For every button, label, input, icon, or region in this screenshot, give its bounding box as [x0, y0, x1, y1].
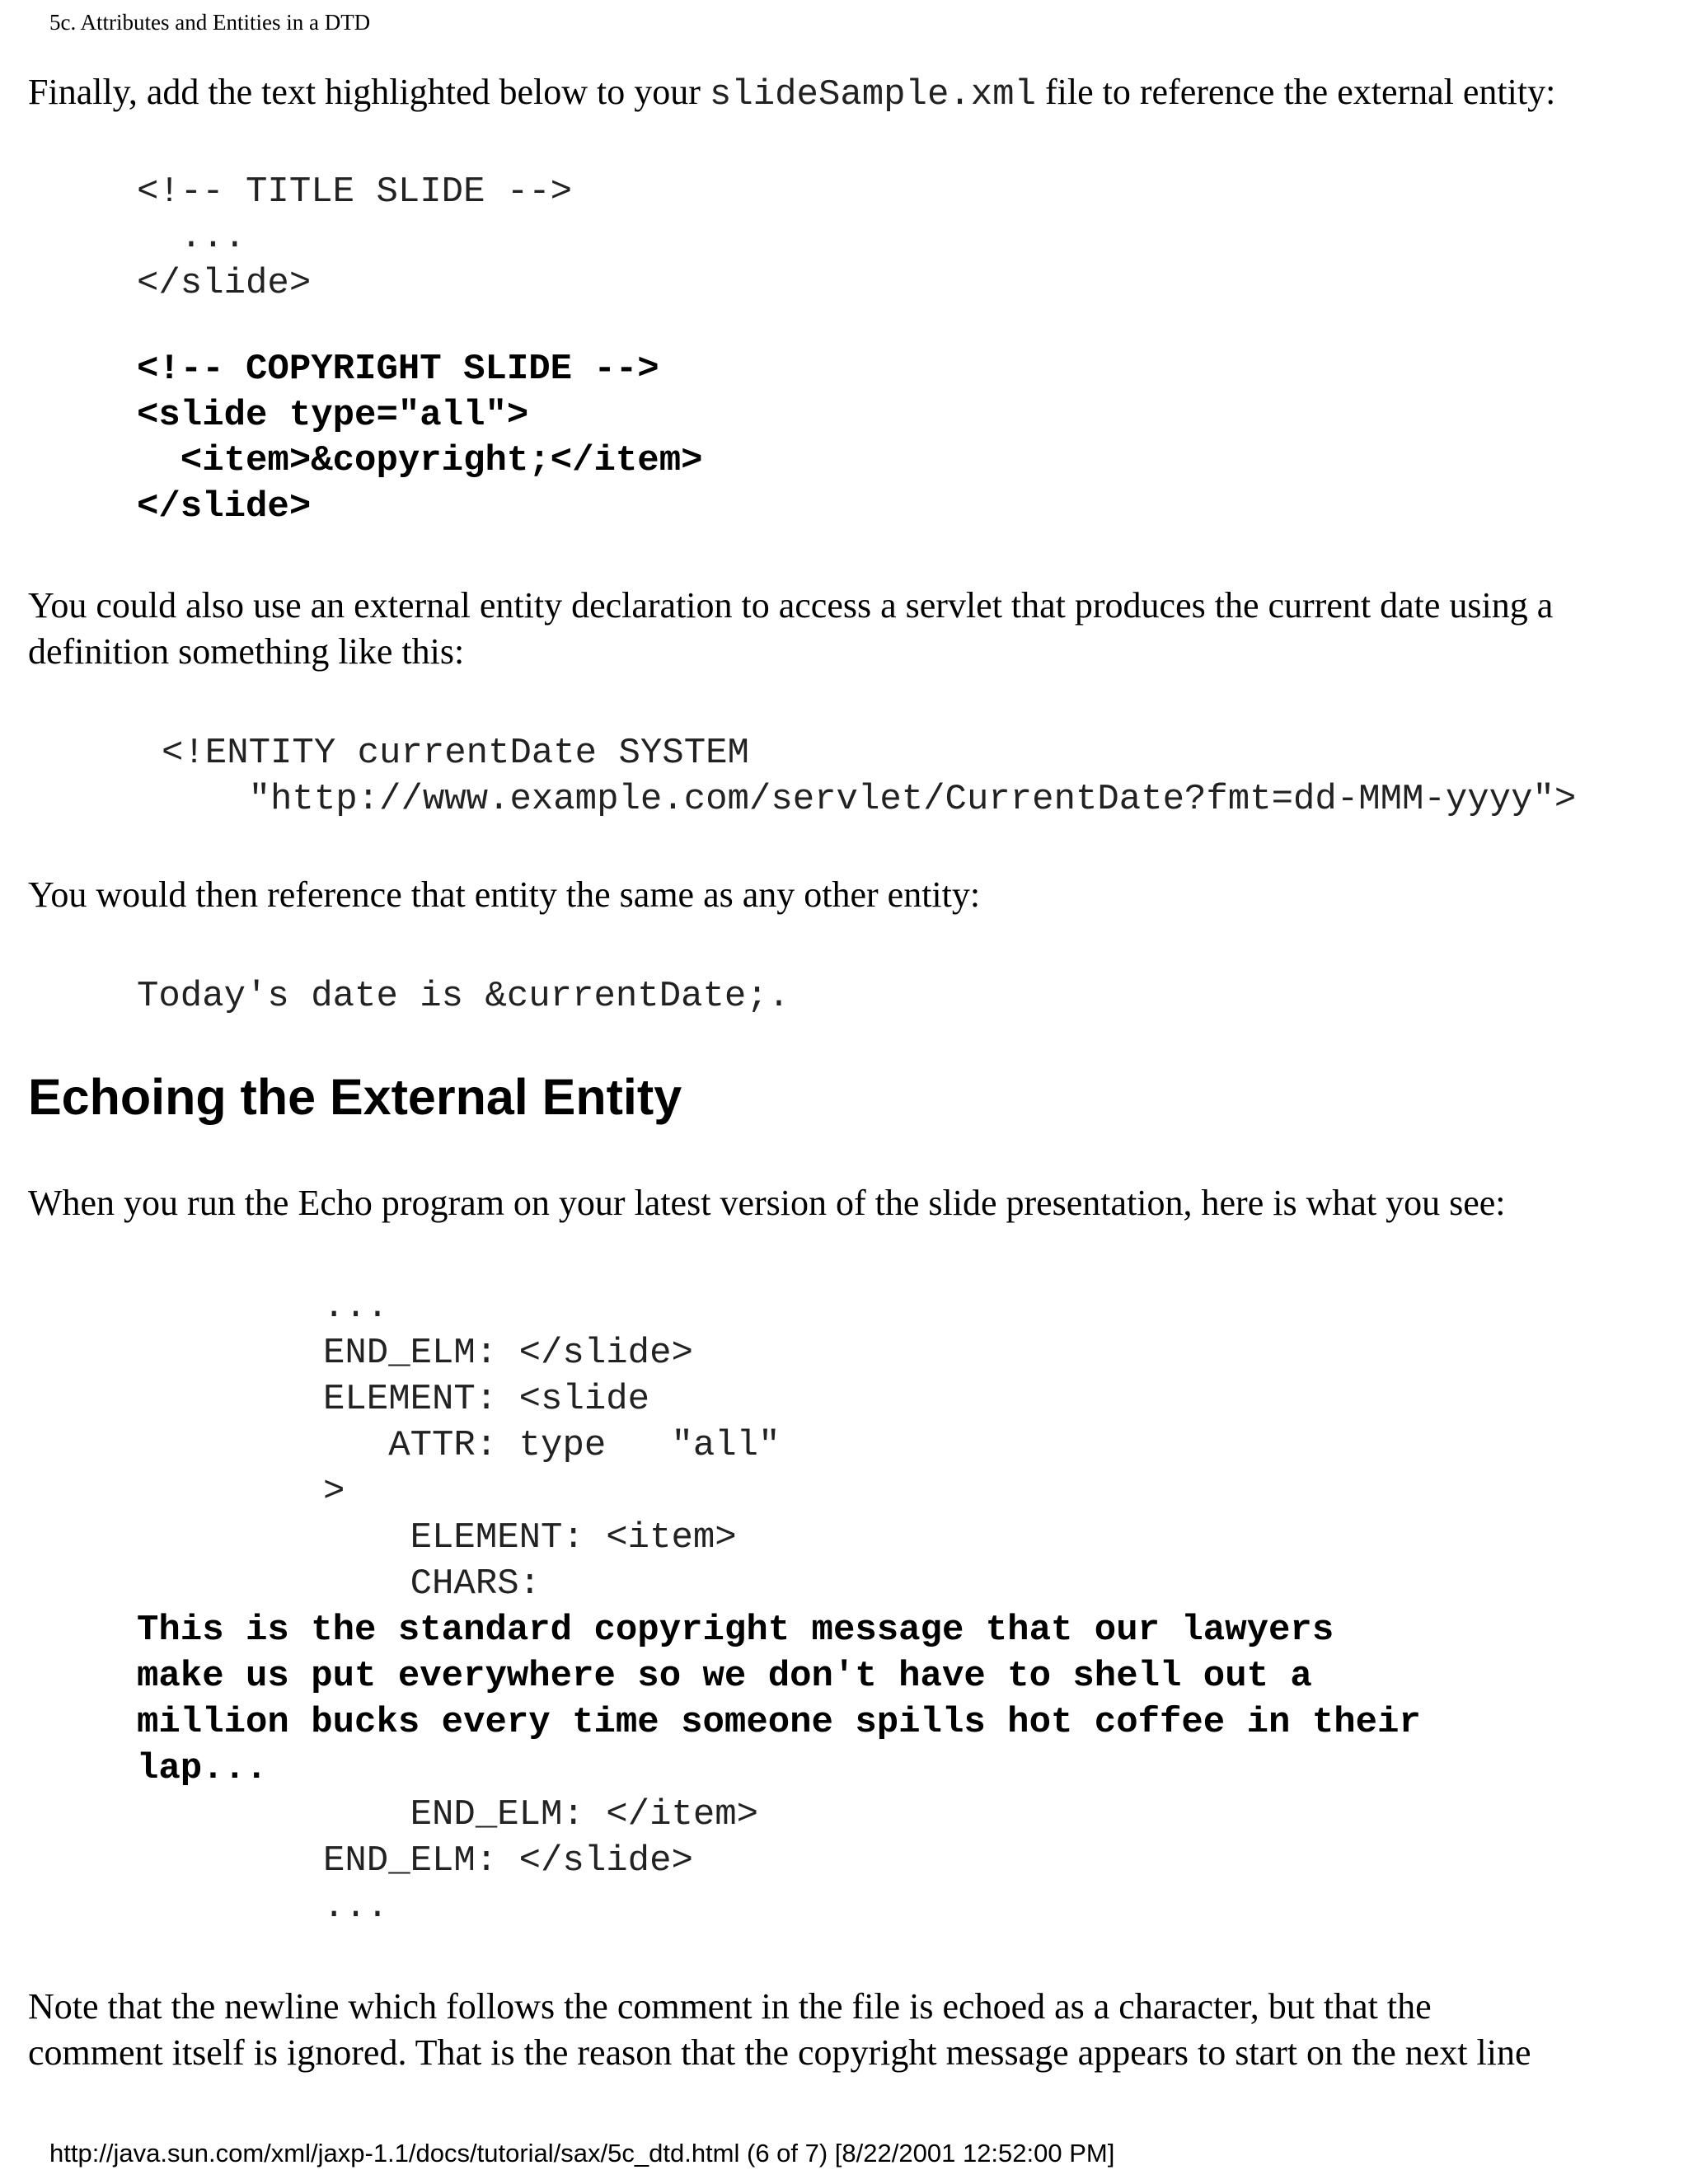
output-chars: CHARS:	[323, 1563, 542, 1605]
page-header-title: 5c. Attributes and Entities in a DTD	[49, 10, 371, 35]
code-entity-declaration: <!ENTITY currentDate SYSTEM	[162, 733, 749, 774]
paragraph-servlet-line2: definition something like this:	[28, 631, 465, 672]
code-slide-open: <slide type="all">	[137, 395, 529, 436]
output-copyright-line4: lap...	[137, 1748, 268, 1789]
output-copyright-line2: make us put everywhere so we don't have to shell out a	[137, 1656, 1312, 1697]
code-slide-close: </slide>	[137, 263, 312, 304]
intro-paragraph	[28, 69, 1555, 118]
paragraph-echo-program: When you run the Echo program on your latest version of the slide presentation, here is what you see:	[28, 1183, 1506, 1223]
code-title-slide-comment: <!-- TITLE SLIDE -->	[137, 171, 573, 213]
output-close-bracket: >	[323, 1471, 345, 1512]
code-item-copyright: <item>&copyright;</item>	[137, 440, 703, 481]
output-ellipsis-bottom: ...	[323, 1886, 389, 1928]
output-attr-type: ATTR: type "all"	[323, 1425, 781, 1466]
code-today-date: Today's date is &currentDate;.	[137, 976, 790, 1017]
paragraph-reference-entity: You would then reference that entity the same as any other entity:	[28, 874, 981, 915]
footer-url: http://java.sun.com/xml/jaxp-1.1/docs/tutorial/sax/5c_dtd.html (6 of 7) [8/22/2001 12:52:00 PM]	[49, 2139, 1115, 2168]
intro-text-after: file to reference the external entity:	[1036, 72, 1556, 112]
paragraph-servlet-line1: You could also use an external entity declaration to access a servlet that produces the current date using a	[28, 585, 1554, 626]
inline-code-filename: slideSample.xml	[709, 74, 1036, 115]
code-entity-url: "http://www.example.com/servlet/CurrentDate?fmt=dd-MMM-yyyy">	[162, 779, 1577, 820]
paragraph-note-line2: comment itself is ignored. That is the reason that the copyright message appears to start on the next line	[28, 2032, 1531, 2073]
code-ellipsis: ...	[137, 217, 246, 258]
code-slide-close-bold: </slide>	[137, 486, 312, 527]
output-ellipsis-top: ...	[323, 1286, 389, 1328]
paragraph-note-line1: Note that the newline which follows the comment in the file is echoed as a character, but that the	[28, 1986, 1432, 2027]
output-end-elm-item: END_ELM: </item>	[323, 1794, 759, 1835]
output-copyright-line3: million bucks every time someone spills hot coffee in their	[137, 1702, 1421, 1743]
output-element-slide: ELEMENT: <slide	[323, 1379, 650, 1420]
output-end-elm-slide: END_ELM: </slide>	[323, 1333, 693, 1374]
code-copyright-comment: <!-- COPYRIGHT SLIDE -->	[137, 349, 659, 390]
section-heading: Echoing the External Entity	[28, 1069, 682, 1125]
output-element-item: ELEMENT: <item>	[323, 1517, 737, 1558]
output-copyright-line1: This is the standard copyright message that our lawyers	[137, 1610, 1334, 1651]
intro-text-before: Finally, add the text highlighted below to your	[28, 72, 710, 112]
output-end-elm-slide-2: END_ELM: </slide>	[323, 1840, 693, 1882]
